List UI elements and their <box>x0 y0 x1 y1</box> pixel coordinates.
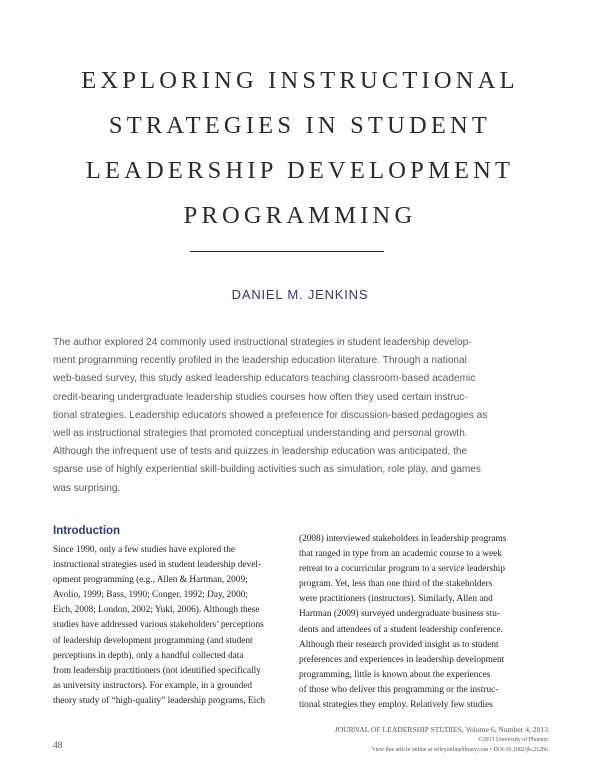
section-heading-introduction: Introduction <box>53 525 121 537</box>
abstract-line: was surprising. <box>53 482 121 494</box>
body-column-left <box>53 543 283 709</box>
abstract-line: credit-bearing undergraduate leadership studies courses how often they used certain instruc- <box>53 391 468 403</box>
abstract-line: tional strategies. Leadership educators showed a preference for discussion-based pedagogies as <box>53 409 488 421</box>
body-line: retreat to a cocurricular program to a service leadership <box>299 564 505 575</box>
journal-footer <box>335 725 548 755</box>
page-number: 48 <box>53 741 63 751</box>
body-line: program. Yet, less than one third of the stakeholders <box>299 579 493 590</box>
abstract-line: Although the infrequent use of tests and quizzes in leadership education was anticipated, the <box>53 446 468 458</box>
body-line: tional strategies they employ. Relatively few studies <box>299 700 493 711</box>
body-column-right <box>299 532 549 713</box>
journal-citation: JOURNAL OF LEADERSHIP STUDIES, Volume 6, Number 4, 2013 <box>334 725 548 734</box>
body-line: Eich, 2008; London, 2002; Yukl, 2006). Although these <box>53 605 260 616</box>
body-line: Hartman (2009) surveyed undergraduate business stu- <box>299 609 500 620</box>
body-line: instructional strategies used in student leadership devel- <box>53 560 262 571</box>
doi-line: View this article online at wileyonlinelibrary.com • DOI:10.1002/jls.21266 <box>371 747 548 753</box>
body-line: opment programming (e.g., Allen & Hartman, 2009; <box>53 575 248 586</box>
article-title <box>20 58 580 238</box>
title-line: STRATEGIES IN STUDENT <box>108 112 492 139</box>
title-divider <box>190 251 384 252</box>
title-line: EXPLORING INSTRUCTIONAL <box>81 67 519 94</box>
body-line: programming, little is known about the experiences <box>299 669 491 680</box>
copyright-notice: ©2013 University of Phoenix <box>478 737 548 743</box>
body-line: (2008) interviewed stakeholders in leadership programs <box>299 534 507 544</box>
author-name: DANIEL M. JENKINS <box>231 287 369 302</box>
body-line: studies have addressed various stakeholders’ perceptions <box>53 620 264 631</box>
body-line: Avolio, 1999; Bass, 1990; Conger, 1992; Day, 2000; <box>53 590 248 601</box>
abstract-line: web-based survey, this study asked leadership educators teaching classroom-based academic <box>53 373 476 385</box>
abstract-line: well as instructional strategies that promoted conceptual understanding and personal growth. <box>53 428 468 440</box>
abstract-line: The author explored 24 commonly used instructional strategies in student leadership develop- <box>53 337 472 348</box>
body-line: perceptions in depth), only a handful collected data <box>53 650 244 661</box>
abstract <box>53 334 549 498</box>
body-line: dents and attendees of a student leadership conference. <box>299 624 503 635</box>
body-line: of those who deliver this programming or the instruc- <box>299 684 499 695</box>
title-line: PROGRAMMING <box>183 202 417 229</box>
abstract-line: ment programming recently profiled in the leadership education literature. Through a national <box>53 355 467 367</box>
title-line: LEADERSHIP DEVELOPMENT <box>85 157 515 184</box>
body-line: were practitioners (instructors). Similarly, Allen and <box>299 594 493 605</box>
body-line: Although their research provided insight as to student <box>299 639 499 650</box>
body-line: preferences and experiences in leadership development <box>299 654 505 665</box>
body-line: from leadership practitioners (not identified specifically <box>53 665 261 676</box>
body-line: that ranged in type from an academic course to a week <box>299 549 502 560</box>
body-line: theory study of “high-quality” leadership programs, Eich <box>53 695 265 706</box>
body-line: of leadership development programming (and student <box>53 635 253 646</box>
body-line: as university instructors). For example, in a grounded <box>53 680 253 691</box>
body-line: Since 1990, only a few studies have explored the <box>53 545 236 555</box>
abstract-line: sparse use of highly experiential skill-building activities such as simulation, role play, and games <box>53 464 481 476</box>
